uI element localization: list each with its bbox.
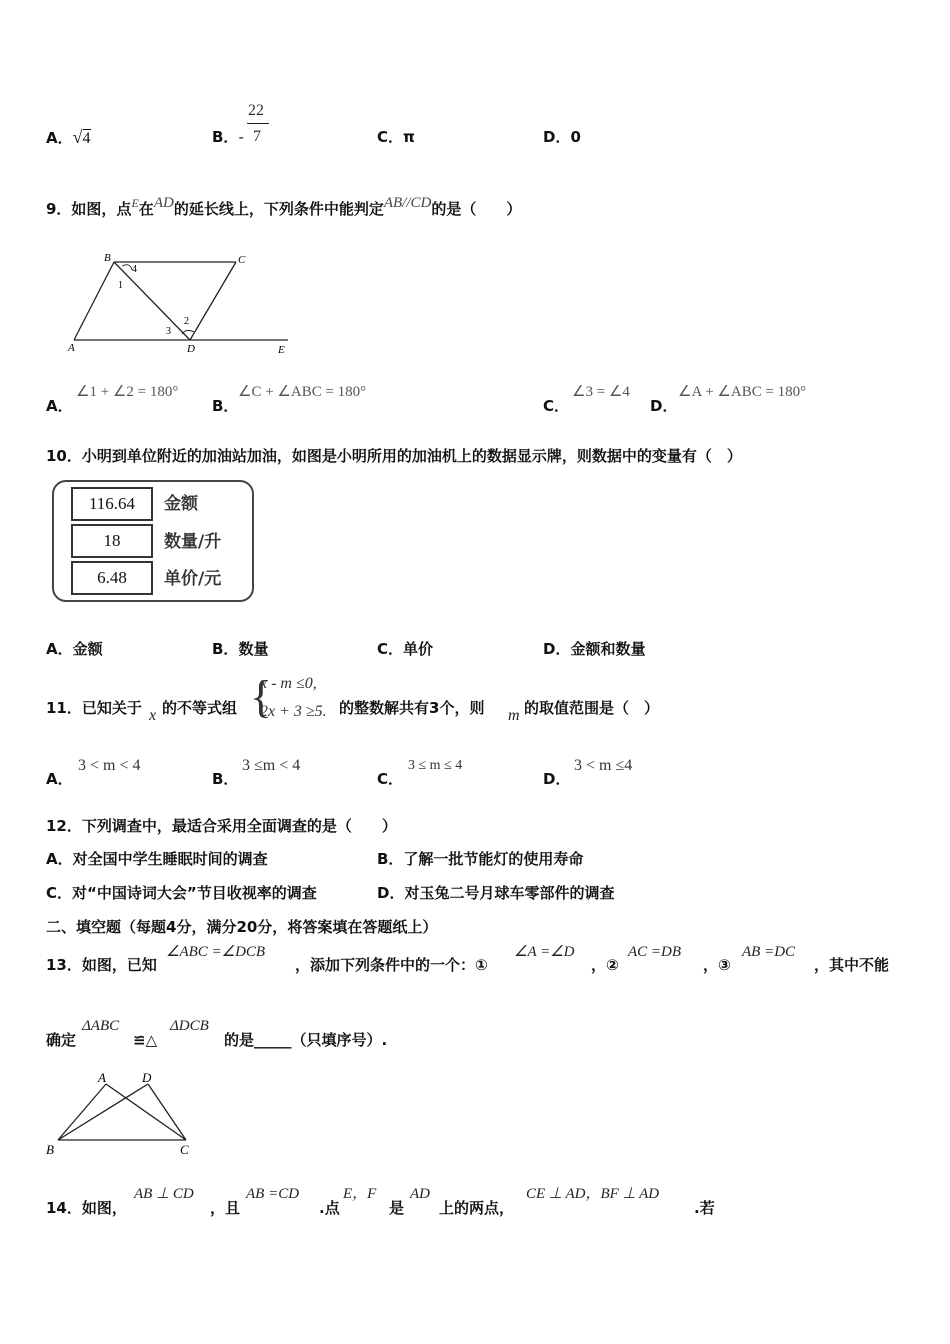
q11-option-a-math: 3 < m < 4 — [78, 757, 141, 774]
q13-condition-3: AB =DC — [742, 944, 796, 960]
q10-stem: 10．小明到单位附近的加油站加油，如图是小明所用的加油机上的数据显示牌，则数据中的变量有（ ） — [46, 447, 742, 465]
q9-option-a-label: A． — [46, 397, 73, 415]
q13-line2-pre: 确定 — [46, 1031, 77, 1049]
display-label-price: 单价/元 — [164, 569, 222, 589]
label-b: B — [46, 1142, 54, 1157]
q13-triangle-2: ΔDCB — [170, 1018, 209, 1034]
q11-option-d-math: 3 < m ≤4 — [574, 757, 633, 774]
q8-fraction-denominator: 7 — [253, 128, 261, 145]
q14-condition-1: AB ⊥ CD — [134, 1186, 194, 1202]
q11-option-b-math: 3 ≤m < 4 — [242, 757, 301, 774]
q14-stem-mid4: 上的两点， — [439, 1199, 515, 1217]
line-ab — [74, 262, 114, 340]
q9-option-b-label: B． — [212, 397, 239, 415]
q14-stem-mid2: .点 — [319, 1199, 340, 1217]
q13-stem-tail: ，其中不能 — [814, 956, 890, 974]
q11-var-m: m — [508, 707, 520, 724]
q9-parallelogram-figure — [60, 248, 300, 360]
label-angle-4: 4 — [132, 264, 137, 275]
label-c: C — [180, 1142, 189, 1157]
label-angle-1: 1 — [118, 280, 123, 291]
q11-inequality-1: x - m ≤0, — [260, 675, 317, 692]
section-heading-fill-in: 二、填空题（每题4分，满分20分，将答案填在答题纸上） — [46, 918, 438, 936]
line-cd — [190, 262, 236, 340]
q14-condition-2: AB =CD — [246, 1186, 300, 1202]
line-ca — [106, 1084, 186, 1140]
q11-option-a-label: A． — [46, 770, 73, 788]
line-bd — [114, 262, 190, 340]
q12-stem: 12．下列调查中，最适合采用全面调查的是（ ） — [46, 817, 397, 835]
fuel-pump-display — [52, 480, 254, 602]
q13-given: ∠ABC =∠DCB — [166, 944, 266, 960]
label-a: A — [98, 1070, 106, 1085]
q13-triangles-figure — [40, 1066, 200, 1162]
q11-var-x: x — [149, 707, 157, 724]
q12-option-b: B．了解一批节能灯的使用寿命 — [377, 850, 584, 868]
q9-option-c-math: ∠3 = ∠4 — [572, 384, 630, 400]
q14-condition-3: CE ⊥ AD，BF ⊥ AD — [526, 1186, 660, 1202]
display-label-amount: 金额 — [164, 494, 198, 514]
q11-stem-post: 的整数解共有3个，则 — [339, 699, 485, 717]
q9-option-c-label: C． — [543, 397, 570, 415]
q14-stem-pre: 14．如图， — [46, 1199, 127, 1217]
q10-option-b: B．数量 — [212, 640, 269, 658]
display-value-amount: 116.64 — [71, 487, 153, 521]
fraction-bar — [247, 123, 269, 124]
q10-option-a: A．金额 — [46, 640, 103, 658]
q10-option-d: D．金额和数量 — [543, 640, 646, 658]
q13-line2-tail: 的是_____（只填序号）. — [224, 1031, 388, 1049]
q9-option-b-math: ∠C + ∠ABC = 180° — [238, 384, 367, 400]
q13-stem-mid: ，添加下列条件中的一个：① — [295, 956, 488, 974]
q9-option-d-label: D． — [650, 397, 678, 415]
sqrt-sign: √ — [72, 127, 83, 147]
label-b: B — [104, 252, 111, 264]
line-bd — [58, 1084, 148, 1140]
q9-stem: 9．如图，点$^E$在AD的延长线上，下列条件中能判定AB//CD的是（ ） — [46, 195, 522, 218]
q11-option-c-math: 3 ≤ m ≤ 4 — [408, 758, 463, 773]
q11-inequality-2: 2x + 3 ≥5. — [260, 703, 327, 720]
label-a: A — [68, 342, 75, 354]
q12-option-c: C．对“中国诗词大会”节目收视率的调查 — [46, 884, 317, 902]
q13-condition-1: ∠A =∠D — [514, 944, 575, 960]
q14-stem-mid3: 是 — [389, 1199, 405, 1217]
label-d: D — [187, 343, 195, 355]
display-value-price: 6.48 — [71, 561, 153, 595]
q9-option-a-math: ∠1 + ∠2 = 180° — [76, 384, 179, 400]
q14-stem-mid1: ，且 — [210, 1199, 241, 1217]
q8-option-d: D．0 — [543, 128, 581, 146]
q13-sep-1: ，② — [591, 956, 619, 974]
line-ba — [58, 1084, 106, 1140]
brace-icon: { — [250, 671, 273, 722]
q8-option-a: A．√4 — [46, 127, 91, 147]
q11-option-c-label: C． — [377, 770, 404, 788]
q13-condition-2: AC =DB — [628, 944, 682, 960]
q13-stem-pre: 13．如图，已知 — [46, 956, 157, 974]
q13-triangle-1: ΔABC — [82, 1018, 120, 1034]
q12-option-a: A．对全国中学生睡眠时间的调查 — [46, 850, 268, 868]
q13-congruent-symbol: ≌△ — [133, 1031, 158, 1049]
q14-points: E，F — [343, 1186, 377, 1202]
q14-segment: AD — [410, 1186, 430, 1202]
display-label-quantity: 数量/升 — [164, 532, 222, 552]
q14-stem-tail: .若 — [694, 1199, 715, 1217]
q11-option-d-label: D． — [543, 770, 571, 788]
q9-option-d-math: ∠A + ∠ABC = 180° — [678, 384, 807, 400]
q11-stem-mid: 的不等式组 — [162, 699, 238, 717]
label-d: D — [142, 1070, 152, 1085]
q10-option-c: C．单价 — [377, 640, 434, 658]
q11-option-b-label: B． — [212, 770, 239, 788]
label-angle-3: 3 — [166, 326, 171, 337]
q8-option-b: B．- — [212, 128, 244, 146]
q11-stem-pre: 11．已知关于 — [46, 699, 142, 717]
q8-fraction-numerator: 22 — [248, 102, 264, 119]
q12-option-d: D．对玉兔二号月球车零部件的调查 — [377, 884, 615, 902]
label-angle-2: 2 — [184, 316, 189, 327]
angle-arc — [122, 265, 132, 270]
label-e: E — [278, 344, 285, 356]
display-value-quantity: 18 — [71, 524, 153, 558]
q8-option-c: C．π — [377, 128, 415, 146]
label-c: C — [238, 254, 246, 266]
q11-stem-tail: 的取值范围是（ ） — [524, 699, 660, 717]
q13-sep-2: ，③ — [703, 956, 731, 974]
line-cd — [148, 1084, 186, 1140]
